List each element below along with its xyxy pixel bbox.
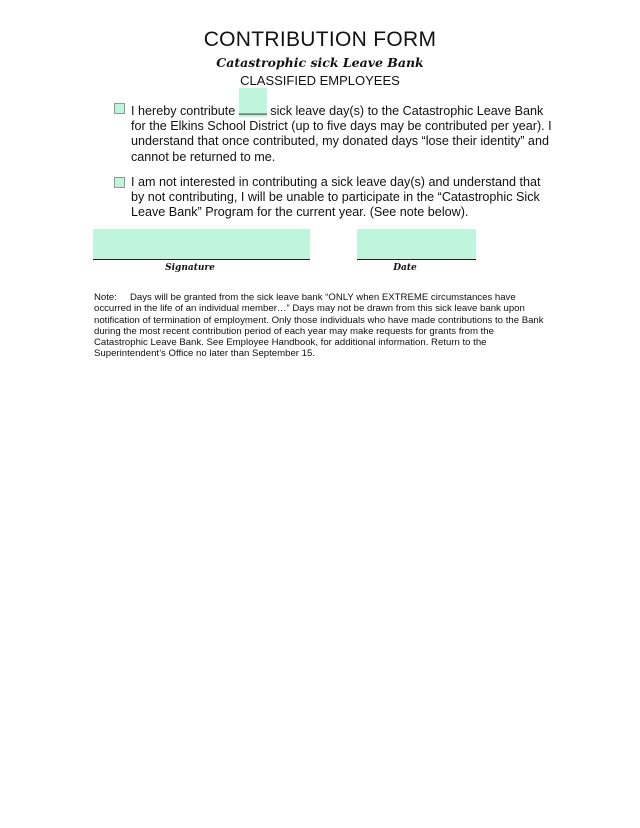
note-paragraph: [94, 292, 546, 360]
employee-group: CLASSIFIED EMPLOYEES: [240, 73, 400, 88]
contribute-text-before: I hereby contribute: [131, 104, 239, 118]
contribute-text-after: sick leave day(s) to the Catastrophic Leave Bank for the Elkins School District (up to five days may be contributed per year). I understand that once contributed, my donated days “lose their identity” and cannot be returned to me.: [131, 104, 552, 164]
contribute-text: [131, 101, 556, 165]
signature-label: Signature: [165, 263, 215, 273]
note-label: Note:: [94, 292, 117, 303]
contribute-checkbox[interactable]: [114, 103, 125, 114]
date-label: Date: [393, 263, 417, 273]
days-input[interactable]: [239, 101, 267, 115]
note-text: Days will be granted from the sick leave bank “ONLY when EXTREME circumstances have occurred in the life of an individual member…” Days may not be drawn from this sick leave bank upon notification of termination of employment. Only those individuals who have made contributions to the Bank during the most recent contribution period of each year may make requests for grants from the Catastrophic Leave Bank. See Employee Handbook, for additional information. Return to the Superintendent’s Office no later than September 15.: [94, 292, 544, 360]
signature-field[interactable]: [93, 229, 310, 260]
form-subtitle: Catastrophic sick Leave Bank: [216, 55, 424, 70]
decline-text: I am not interested in contributing a sick leave day(s) and understand that by not contributing, I will be unable to participate in the “Catastrophic Sick Leave Bank” Program for the current year. (See note below).: [131, 175, 541, 220]
date-field[interactable]: [357, 229, 476, 260]
days-blank: ____: [238, 101, 267, 115]
form-title: CONTRIBUTION FORM: [203, 28, 437, 51]
decline-checkbox[interactable]: [114, 177, 125, 188]
